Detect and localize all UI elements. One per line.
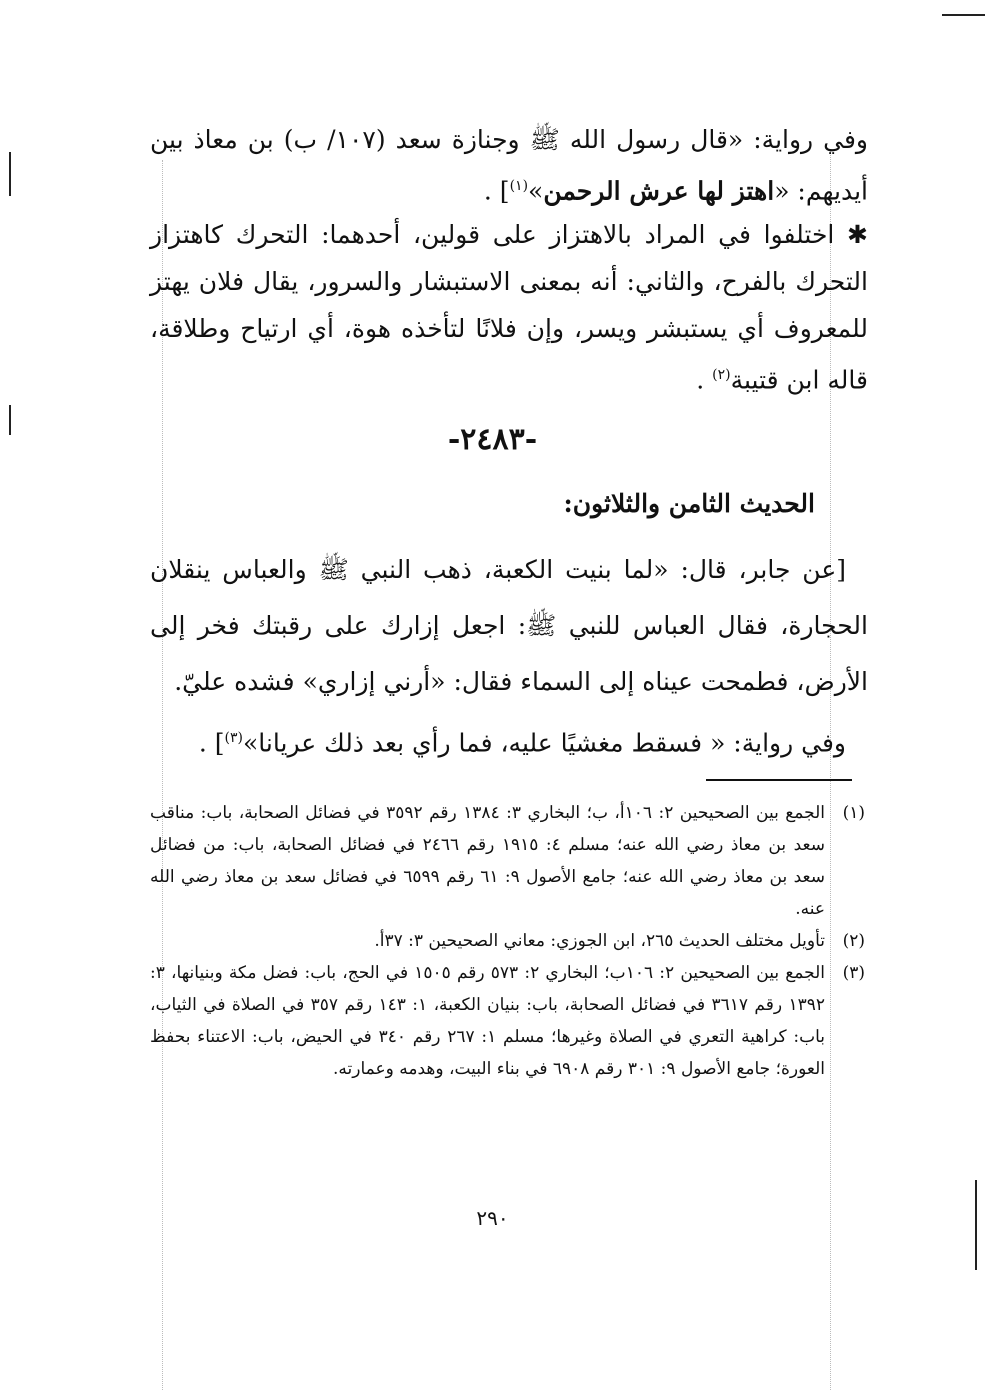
footnote: [150, 797, 865, 925]
footnote-ref-3: (٣): [224, 730, 244, 746]
footnote-text: الجمع بين الصحيحين ٢: ١٠٦أ، ب؛ البخاري ٣: ١٣٨٤ رقم ٣٥٩٢ في فضائل الصحابة، باب: مناقب سعد بن معاذ رضي الله عنه؛ مسلم ٤: ١٩١٥ رقم ٢٤٦٦ في فضائل الصحابة، باب: من فضائل سعد بن معاذ رضي الله عنه؛ جامع الأصول ٩: ٦١ رقم ٦٥٩٩ في فضائل سعد بن معاذ رضي الله عنه.: [150, 803, 826, 919]
footnote: [150, 925, 865, 957]
footnote-ref-1: (١): [509, 178, 529, 194]
footnotes: [150, 797, 865, 1085]
footnote-text: الجمع بين الصحيحين ٢: ١٠٦ب؛ البخاري ٢: ٥٧٣ رقم ١٥٠٥ في الحج، باب: فضل مكة وبنيانها، ٣: ١٣٩٢ رقم ٣٦١٧ في فضائل الصحابة، باب: بنيان الكعبة، ١: ١٤٣ رقم ٣٥٧ في الصلاة في الثياب، باب: كراهية التعري في الصلاة وغيرها؛ مسلم ١: ٢٦٧ رقم ٣٤٠ في الحيض، باب: الاعتناء بحفظ العورة؛ جامع الأصول ٩: ٣٠١ رقم ٦٩٠٨ في بناء البيت، وهدمه وعمارته.: [150, 963, 826, 1079]
footnote-number: (٢): [842, 931, 865, 951]
footnote-text: تأويل مختلف الحديث ٢٦٥، ابن الجوزي: معاني الصحيحين ٣: ٣٧أ.: [374, 931, 825, 951]
narration-close: ] .: [483, 176, 510, 206]
hadith-variant: [150, 710, 868, 771]
footnote-ref-2: (٢): [712, 367, 731, 383]
hadith-variant-close: ] .: [198, 728, 225, 758]
scan-edge-line-left: [9, 152, 11, 196]
hadith-text: [عن جابر، قال: «لما بنيت الكعبة، ذهب النبي ﷺ والعباس ينقلان الحجارة، فقال العباس للنبي ﷺ: اجعل إزارك على رقبتك فخر إلى الأرض، فطمحت عيناه إلى السماء فقال: «أرني إزاري» فشده عليّ.: [150, 555, 868, 696]
footnote-number: (١): [842, 803, 865, 823]
narration-text: وفي رواية: «قال رسول الله ﷺ وجنازة سعد (١٠٧/ ب) بن معاذ بين أيديهم: «: [150, 125, 868, 206]
hadith-variant-text: وفي رواية: « فسقط مغشيًا عليه، فما رأي بعد ذلك عريانا»: [243, 728, 846, 758]
commentary-close: .: [696, 365, 713, 395]
page-number: ٢٩٠: [476, 1206, 509, 1230]
footnote-separator: [706, 779, 852, 781]
paragraph-narration: [150, 116, 868, 214]
scan-edge-line-top: [942, 14, 985, 16]
paragraph-commentary: [150, 211, 868, 403]
narration-quote-close: »: [528, 176, 544, 206]
hadith-body: [150, 542, 868, 771]
narration-quote: اهتز لها عرش الرحمن: [543, 176, 775, 206]
commentary-text: ✱ اختلفوا في المراد بالاهتزاز على قولين، أحدهما: التحرك كاهتزاز التحرك بالفرح، والثاني: أنه بمعنى الاستبشار والسرور، يقال فلان يهتز للمعروف أي يستبشر ويسر، وإن فلانًا لتأخذه هوة، أي ارتياح وطلاقة، قاله ابن قتيبة: [150, 220, 868, 395]
hadith-title: الحديث الثامن والثلاثون:: [563, 489, 815, 518]
hadith-number: -٢٤٨٣-: [447, 422, 538, 457]
footnote: [150, 957, 865, 1085]
footnote-number: (٣): [842, 963, 865, 983]
